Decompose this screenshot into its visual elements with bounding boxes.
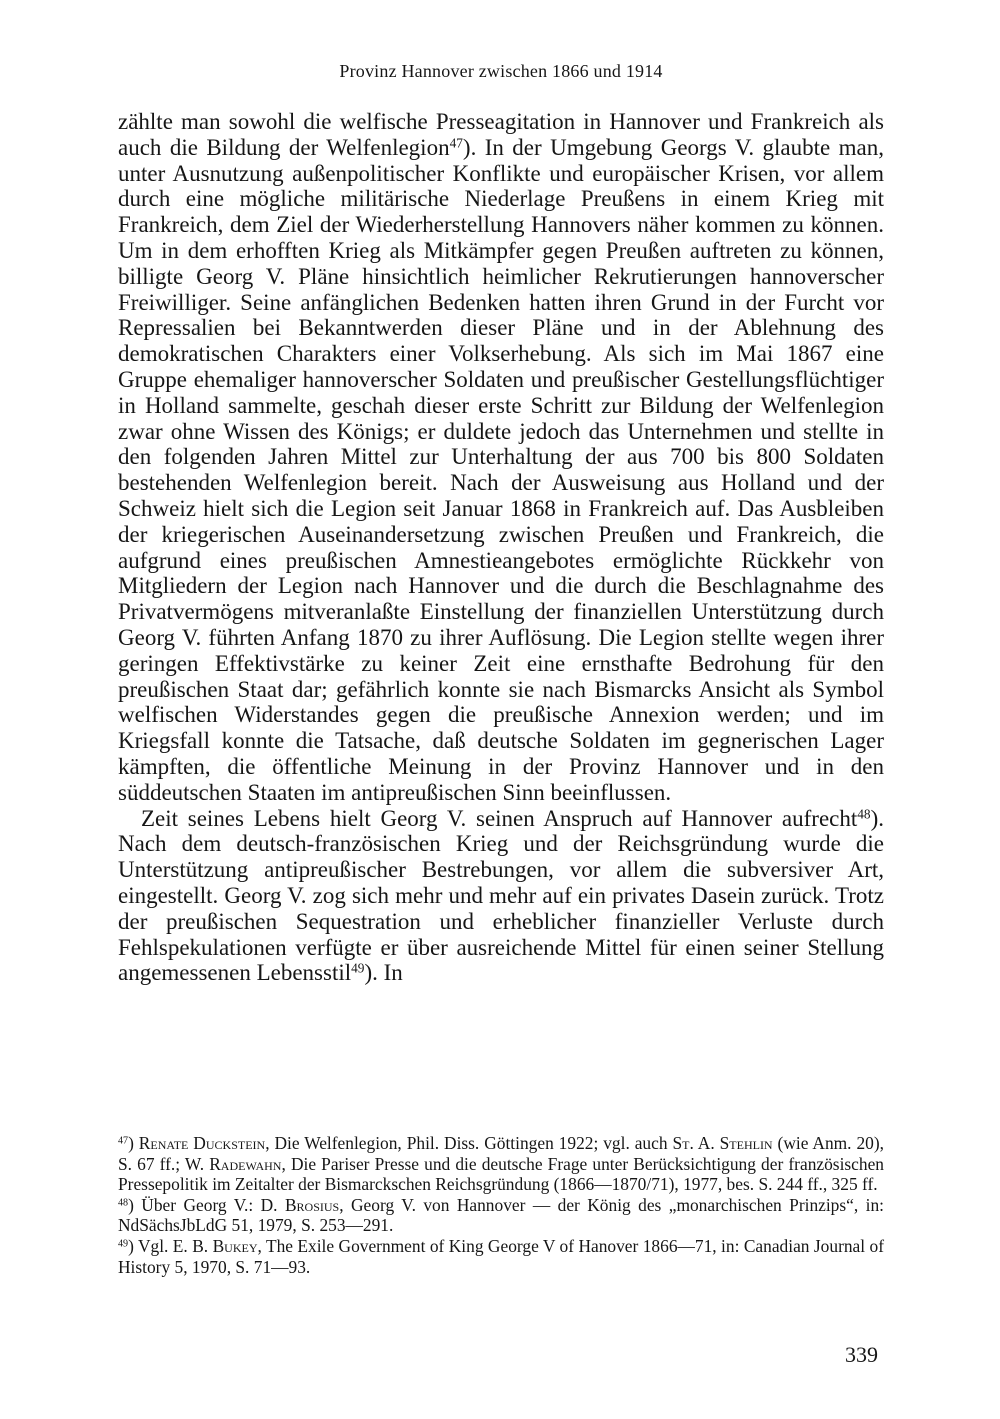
footnote-text: , The Exile Government of King George V of Hanover 1866—71, in: Canadian Journal of History 5, 1970, S. 71—93. (118, 1235, 884, 1277)
footnote-number: 48 (118, 1197, 129, 1209)
footnote-text: , Georg V. von Hannover — der König des „monarchischen Prinzips“, in: NdSächsJbLdG 51, 1979, S. 253—291. (118, 1194, 884, 1236)
footnote-text: , Die Pariser Presse und die deutsche Frage unter Berücksichtigung der französischen Pressepolitik im Zeitalter der Bismarckschen Reichsgründung (1866—1870/71), 1977, bes. S. 244 ff., 325 ff. (118, 1153, 884, 1195)
footnote-text: (wie Anm. 20), S. 67 ff.; W. (118, 1133, 884, 1174)
paragraph-text: ). In der Umgebung Georgs V. glaubte man, unter Ausnutzung außenpolitischer Konflikte und europäischer Krisen, vor allem durch eine mögliche militärische Niederlage Preußens in einem Krieg mit Frankreich, dem Ziel der Wiederherstellung Hannovers näher kommen zu können. Um in dem erhofften Krieg als Mitkämpfer gegen Preußen auftreten zu können, billigte Georg V. Pläne hinsichtlich heimlicher Rekrutierungen hannoverscher Freiwilliger. Seine anfänglichen Bedenken hatten ihren Grund in der Furcht vor Repressalien bei Bekanntwerden dieser Pläne und in der Ablehnung des demokratischen Charakters einer Volkserhebung. Als sich im Mai 1867 eine Gruppe ehemaliger hannoverscher Soldaten und preußischer Gestellungsflüchtiger in Holland sammelte, geschah dieser erste Schritt zur Bildung der Welfenlegion zwar ohne Wissen des Königs; er duldete jedoch das Unternehmen und stellte in den folgenden Jahren Mittel zur Unterhaltung der aus 700 bis 800 Soldaten bestehenden Welfenlegion bereit. Nach der Ausweisung aus Holland und der Schweiz hielt sich die Legion seit Januar 1868 in Frankreich auf. Das Ausbleiben der kriegerischen Auseinandersetzung zwischen Preußen und Frankreich, die aufgrund eines preußischen Amnestieangebotes ermöglichte Rückkehr von Mitgliedern der Legion nach Hannover und die durch die Beschlagnahme des Privatvermögens mitveranlaßte Einstellung der finanziellen Unterstützung durch Georg V. führten Anfang 1870 zu ihrer Auflösung. Die Legion stellte wegen ihrer geringen Effektivstärke zu keiner Zeit eine ernsthafte Bedrohung für den preußischen Staat dar; gefährlich konnte sie nach Bismarcks Ansicht als Symbol welfischen Widerstandes gegen die preußische Annexion werden; und im Kriegsfall konnte die Tatsache, daß deutsche Soldaten im gegnerischen Lager kämpften, die öffentliche Meinung in der Provinz Hannover und in den süddeutschen Staaten im antipreußischen Sinn beeinflussen. (118, 134, 884, 805)
footnote-text: ) Über Georg V.: D. (128, 1194, 285, 1215)
author-name: Renate Duckstein (138, 1133, 266, 1153)
footnote-number: 47 (118, 1135, 129, 1147)
main-text (118, 109, 884, 986)
footnote-text: , Die Welfenlegion, Phil. Diss. Göttingen 1922; vgl. auch (265, 1133, 673, 1153)
page-number: 339 (845, 1342, 878, 1367)
paragraph (118, 806, 884, 987)
footnotes (118, 1133, 884, 1277)
author-name: Radewahn (209, 1153, 282, 1174)
footnote-text: ) Vgl. E. B. (128, 1235, 213, 1256)
author-name: St. A. Stehlin (672, 1133, 773, 1153)
footnote-reference: 47 (449, 135, 463, 151)
author-name: Brosius (284, 1194, 340, 1215)
footnote-49 (118, 1236, 884, 1277)
footnote-text: ) (128, 1133, 139, 1153)
paragraph-text: ). In (364, 960, 403, 986)
paragraph-text: zählte man sowohl die welfische Presseagitation in Hannover und Frankreich als auch die Bildung der Welfenlegion (118, 109, 884, 160)
footnote-number: 49 (118, 1238, 129, 1250)
footnote-47 (118, 1133, 884, 1195)
author-name: Bukey (212, 1235, 258, 1256)
footnote-reference: 48 (857, 806, 871, 822)
paragraph-text: Zeit seines Lebens hielt Georg V. seinen Anspruch auf Hannover aufrecht (141, 805, 858, 831)
footnote-reference: 49 (351, 960, 365, 976)
footnote-48 (118, 1195, 884, 1236)
running-head: Provinz Hannover zwischen 1866 und 1914 (339, 61, 663, 81)
paragraph-text: ). Nach dem deutsch-französischen Krieg und der Reichsgründung wurde die Unterstützung antipreußischer Bestrebungen, vor allem die subversiver Art, eingestellt. Georg V. zog sich mehr und mehr auf ein privates Dasein zurück. Trotz der preußischen Sequestration und erheblicher finanzieller Verluste durch Fehlspekulationen verfügte er über ausreichende Mittel für einen seiner Stellung angemessenen Lebensstil (118, 805, 884, 986)
paragraph (118, 109, 884, 806)
